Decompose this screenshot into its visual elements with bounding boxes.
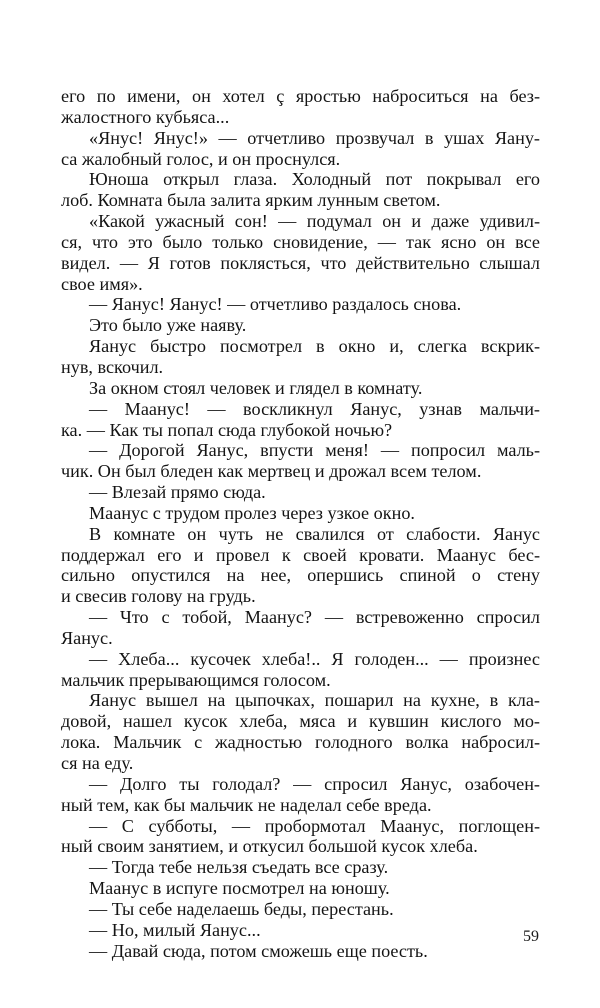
- text-line: Маанус в испуге посмотрел на юношу.: [89, 878, 390, 899]
- text-line: «Какой ужасный сон! — подумал он и даже удивил-: [89, 211, 540, 232]
- text-line: довой, нашел кусок хлеба, мяса и кувшин кислого мо-: [61, 711, 540, 732]
- text-line: жалостного кубьяса...: [61, 106, 230, 127]
- text-line: — Давай сюда, потом сможешь еще поесть.: [89, 940, 428, 961]
- text-line: — Дорогой Яанус, впусти меня! — попросил маль-: [89, 440, 540, 461]
- text-line: Яанус вышел на цыпочках, пошарил на кухне, в кла-: [89, 690, 540, 711]
- text-line: — Яанус! Яанус! — отчетливо раздалось снова.: [89, 294, 462, 315]
- text-line: Яанус.: [61, 627, 113, 648]
- text-line: лоб. Комната была залита ярким лунным светом.: [61, 190, 441, 211]
- text-line: ся, что это было только сновидение, — так ясно он все: [61, 231, 540, 252]
- text-line: и свесив голову на грудь.: [61, 586, 256, 607]
- text-line: — Что с тобой, Маанус? — встревоженно спросил: [89, 607, 540, 628]
- text-line: ка. — Как ты попал сюда глубокой ночью?: [61, 419, 393, 440]
- text-line: За окном стоял человек и глядел в комнату.: [89, 377, 423, 398]
- text-line: мальчик прерывающимся голосом.: [61, 669, 331, 690]
- text-line: — Но, милый Яанус...: [89, 919, 261, 940]
- text-line: ный своим занятием, и откусил большой кусок хлеба.: [61, 836, 478, 857]
- text-line: Это было уже наяву.: [89, 315, 247, 336]
- text-line: — Влезай прямо сюда.: [89, 482, 266, 503]
- text-line: Яанус быстро посмотрел в окно и, слегка вскрик-: [89, 336, 540, 357]
- text-line: са жалобный голос, и он проснулся.: [61, 148, 341, 169]
- text-line: Маанус с трудом пролез через узкое окно.: [89, 502, 415, 523]
- text-line: — С субботы, — пробормотал Маанус, поглощен-: [89, 815, 540, 836]
- text-line: — Ты себе наделаешь беды, перестань.: [89, 898, 394, 919]
- text-line: — Маанус! — воскликнул Яанус, узнав мальчи-: [89, 398, 540, 419]
- text-line: видел. — Я готов поклясться, что действительно слышал: [61, 252, 540, 273]
- text-line: свое имя».: [61, 273, 143, 294]
- text-line: чик. Он был бледен как мертвец и дрожал всем телом.: [61, 461, 482, 482]
- text-line: нув, вскочил.: [61, 356, 164, 377]
- text-line: лока. Мальчик с жадностью голодного волка набросил-: [61, 732, 540, 753]
- text-line: сильно опустился на нее, опершись спиной о стену: [61, 565, 540, 586]
- text-line: Юноша открыл глаза. Холодный пот покрывал его: [89, 169, 540, 190]
- text-line: — Хлеба... кусочек хлеба!.. Я голоден... — произнес: [89, 648, 540, 669]
- text-line: В комнате он чуть не свалился от слабости. Яанус: [89, 523, 540, 544]
- page-number: 59: [523, 928, 539, 945]
- text-line: — Тогда тебе нельзя съедать все сразу.: [89, 857, 389, 878]
- text-line: «Янус! Янус!» — отчетливо прозвучал в ушах Яану-: [89, 127, 540, 148]
- page-body-text: [61, 86, 540, 961]
- text-line: ся на еду.: [61, 753, 134, 773]
- text-line: поддержал его и провел к своей кровати. Маанус бес-: [61, 544, 540, 565]
- text-line: его по имени, он хотел ç яростью наброситься на без-: [61, 86, 540, 106]
- text-line: ный тем, как бы мальчик не наделал себе вреда.: [61, 794, 432, 815]
- text-line: — Долго ты голодал? — спросил Яанус, озабочен-: [89, 773, 540, 794]
